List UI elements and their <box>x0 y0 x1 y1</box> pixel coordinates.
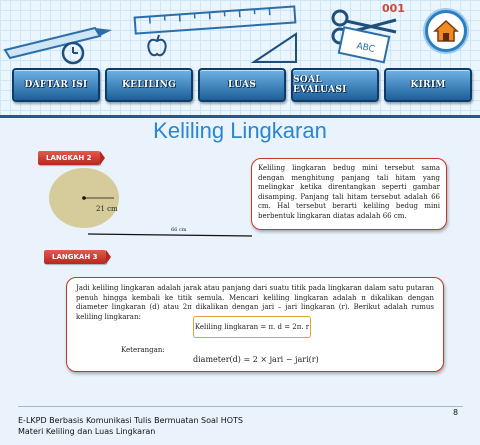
nav-keliling-button[interactable] <box>105 68 193 102</box>
circumference-formula: Keliling lingkaran = π. d = 2π. r <box>194 323 310 331</box>
footer-line-1: E-LKPD Berbasis Komunikasi Tulis Bermuatan Soal HOTS <box>18 416 243 425</box>
header-banner <box>0 0 480 118</box>
alarm-clock-icon <box>58 38 88 66</box>
step-2-explanation-card <box>251 158 447 230</box>
page-number: 8 <box>453 408 459 417</box>
nav-label: DAFTAR ISI <box>24 80 88 90</box>
nav-luas-button[interactable] <box>198 68 286 102</box>
keterangan-label: Keterangan: <box>121 346 165 354</box>
footer-divider <box>18 406 463 407</box>
nav-label: KIRIM <box>410 80 446 90</box>
triangle-ruler-icon <box>250 30 300 66</box>
page-title: Keliling Lingkaran <box>153 118 327 143</box>
apple-icon <box>146 34 168 58</box>
radius-and-rope-lines <box>40 160 260 245</box>
nav-label: KELILING <box>121 80 177 90</box>
svg-text:001: 001 <box>382 2 405 15</box>
svg-text:ABC: ABC <box>355 41 376 56</box>
home-button[interactable] <box>425 10 467 52</box>
book-icon <box>335 26 395 64</box>
nav-label: SOAL EVALUASI <box>293 75 347 95</box>
nav-label: LUAS <box>227 80 257 90</box>
step-2-tag-label: LANGKAH 2 <box>46 154 92 162</box>
step-2-explanation-text: Keliling lingkaran bedug mini tersebut sama dengan menghitung panjang tali hitam yang melingkar ketika direntangkan seperti gambar disamping. Panjang tali hitam tersebut adalah 66 cm. Hal tersebut berarti keliling bedug mini berbentuk lingkaran diatas adalah 66 cm. <box>258 164 440 220</box>
step-3-tag <box>44 250 106 264</box>
diameter-formula: diameter(d) = 2 × jari − jari(r) <box>193 355 319 364</box>
nav-daftar-isi-button[interactable] <box>12 68 100 102</box>
nav-soal-evaluasi-button[interactable] <box>291 68 379 102</box>
footer-line-2: Materi Keliling dan Luas Lingkaran <box>18 427 156 436</box>
home-icon <box>433 19 459 43</box>
numbers-doodle <box>380 0 420 16</box>
rope-length-label: 66 cm <box>171 227 187 233</box>
step-3-explanation-text: Jadi keliling lingkaran adalah jarak atau panjang dari suatu titik pada lingkaran dalam satu putaran penuh hingga kembali ke titik semula. Mencari keliling lingkaran adalah π dikalikan dengan diameter lingkaran (d) atau 2π dikalikan dengan jari – jari lingkaran (r). Berikut adalah rumus keliling lingkaran: <box>76 284 434 321</box>
step-3-tag-label: LANGKAH 3 <box>52 253 98 261</box>
radius-label: 21 cm <box>96 205 118 213</box>
nav-kirim-button[interactable] <box>384 68 472 102</box>
formula-box <box>193 316 311 338</box>
